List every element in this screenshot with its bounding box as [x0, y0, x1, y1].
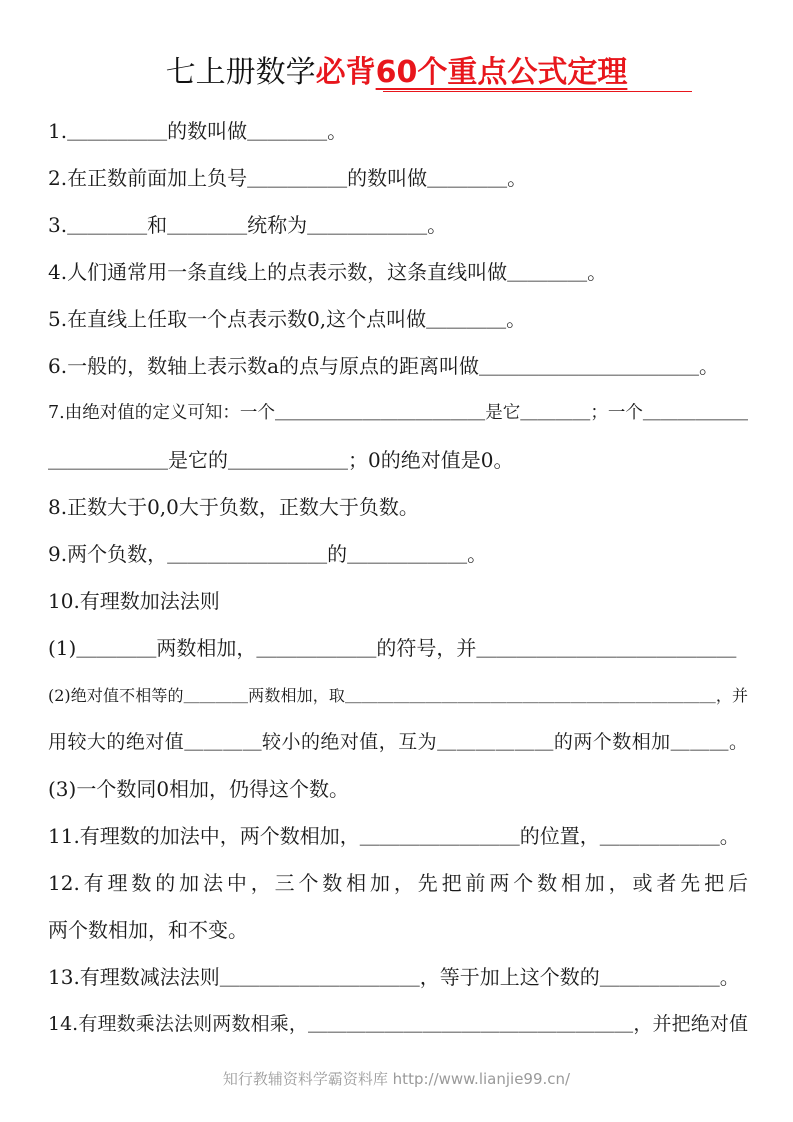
text-line-2: 2.在正数前面加上负号＿＿＿＿＿的数叫做＿＿＿＿。 — [48, 166, 528, 190]
document-body — [48, 108, 748, 1048]
text-line-18: 两个数相加，和不变。 — [48, 918, 248, 942]
footer-watermark: 知行教辅资料学霸资料库 http://www.lianjie99.cn/ — [222, 1070, 571, 1088]
text-line-13: (2)绝对值不相等的＿＿＿＿两数相加，取＿＿＿＿＿＿＿＿＿＿＿＿＿＿＿＿＿＿＿＿＿＿＿，并 — [48, 686, 748, 705]
text-line-8: ＿＿＿＿＿＿是它的＿＿＿＿＿＿；0的绝对值是0。 — [48, 448, 514, 472]
text-line-10: 9.两个负数，＿＿＿＿＿＿＿＿的＿＿＿＿＿＿。 — [48, 542, 488, 566]
text-line-5: 5.在直线上任取一个点表示数0,这个点叫做＿＿＿＿。 — [48, 307, 527, 331]
text-line-4: 4.人们通常用一条直线上的点表示数，这条直线叫做＿＿＿＿。 — [48, 260, 608, 284]
text-line-3: 3.＿＿＿＿和＿＿＿＿统称为＿＿＿＿＿＿。 — [48, 213, 448, 237]
text-line-9: 8.正数大于0,0大于负数，正数大于负数。 — [48, 495, 419, 519]
text-line-7: 7.由绝对值的定义可知：一个＿＿＿＿＿＿＿＿＿＿＿＿是它＿＿＿＿；一个＿＿＿＿＿＿ — [48, 403, 748, 423]
text-line-11: 10.有理数加法法则 — [48, 589, 220, 613]
title-prefix: 七上册数学 — [165, 55, 316, 90]
text-line-19: 13.有理数减法法则＿＿＿＿＿＿＿＿＿＿，等于加上这个数的＿＿＿＿＿＿。 — [48, 965, 740, 989]
text-line-20: 14.有理数乘法法则两数相乘，＿＿＿＿＿＿＿＿＿＿＿＿＿＿＿＿＿，并把绝对值 — [48, 1013, 748, 1035]
text-line-15: (3)一个数同0相加，仍得这个数。 — [48, 777, 350, 801]
title-red-a: 必背 — [315, 55, 376, 90]
title-underline — [383, 91, 692, 92]
text-line-6: 6.一般的，数轴上表示数a的点与原点的距离叫做＿＿＿＿＿＿＿＿＿＿＿。 — [48, 354, 720, 378]
page-title — [0, 50, 793, 96]
text-line-17: 12.有理数的加法中，三个数相加，先把前两个数相加，或者先把后 — [48, 871, 748, 895]
text-line-14: 用较大的绝对值＿＿＿＿较小的绝对值，互为＿＿＿＿＿＿的两个数相加＿＿＿。 — [48, 731, 748, 753]
title-red-b: 60个重点公式定理 — [375, 55, 628, 90]
text-line-12: (1)＿＿＿＿两数相加，＿＿＿＿＿＿的符号，并＿＿＿＿＿＿＿＿＿＿＿＿＿ — [48, 636, 737, 660]
text-line-16: 11.有理数的加法中，两个数相加，＿＿＿＿＿＿＿＿的位置，＿＿＿＿＿＿。 — [48, 824, 740, 848]
text-line-1: 1.＿＿＿＿＿的数叫做＿＿＿＿。 — [48, 119, 348, 143]
